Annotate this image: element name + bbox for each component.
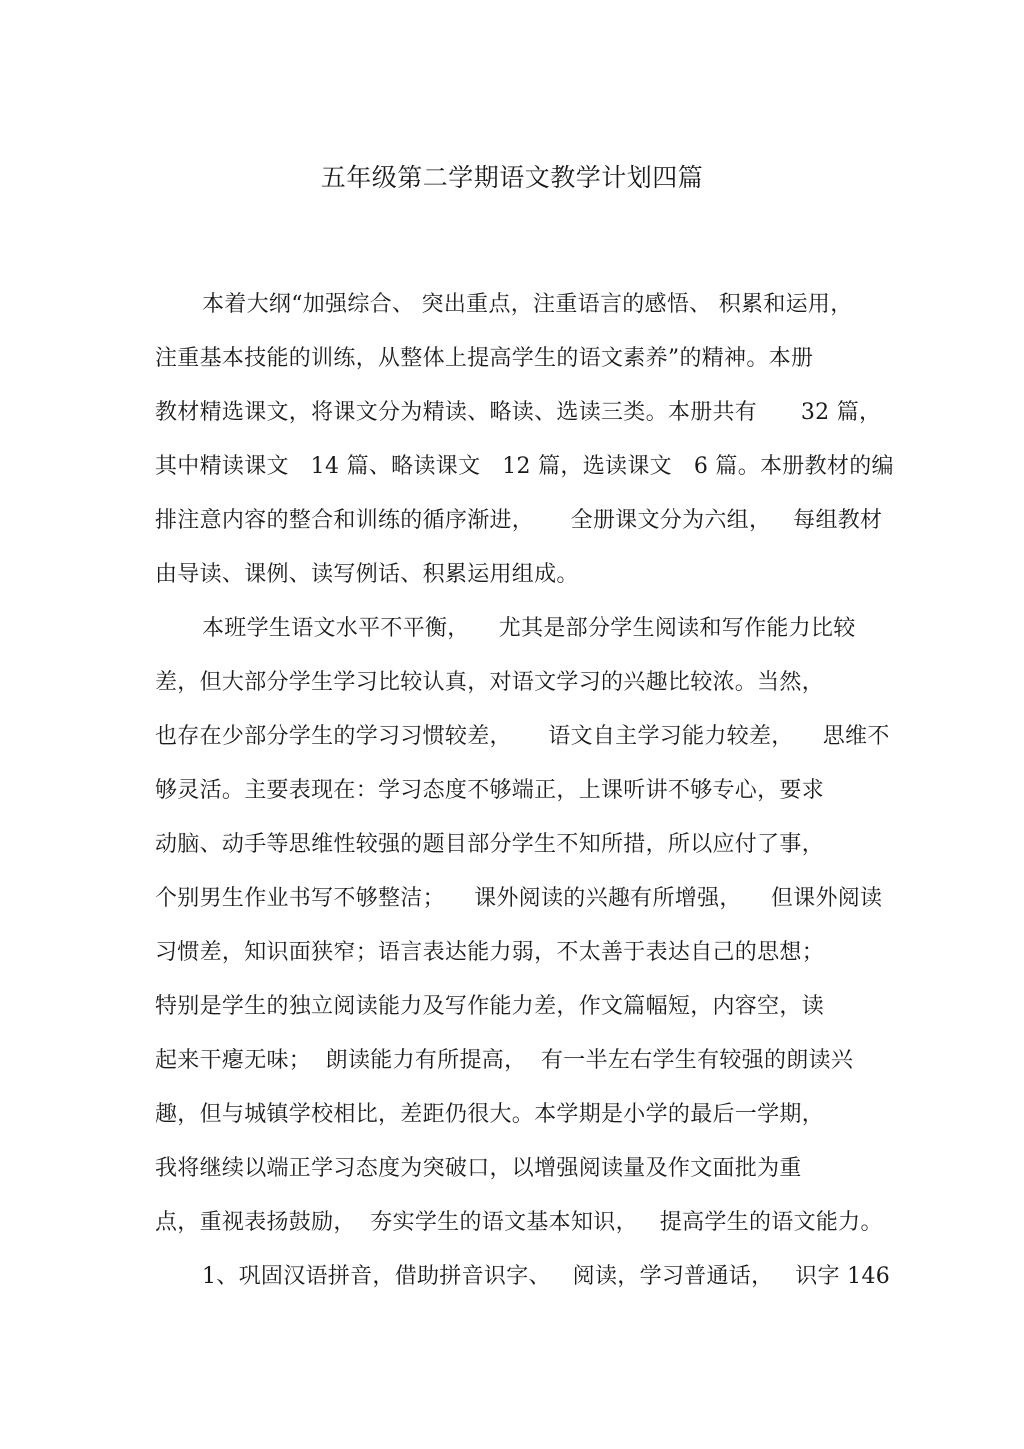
paragraph-1-line-2: 注重基本技能的训练，从整体上提高学生的语文素养”的精神。本册 [155, 346, 814, 371]
paragraph-2-line-4: 够灵活。主要表现在：学习态度不够端正，上课听讲不够专心，要求 [155, 778, 825, 803]
paragraph-2-line-11: 我将继续以端正学习态度为突破口，以增强阅读量及作文面批为重 [155, 1156, 802, 1181]
paragraph-2-line-1: 本班学生语文水平不平衡， 尤其是部分学生阅读和写作能力比较 [202, 616, 856, 641]
paragraph-2-line-10: 趣，但与城镇学校相比，差距仍很大。本学期是小学的最后一学期， [155, 1102, 825, 1127]
paragraph-2-line-9: 起来干瘪无味； 朗读能力有所提高， 有一半左右学生有较强的朗读兴 [155, 1048, 854, 1073]
document-title: 五年级第二学期语文教学计划四篇 [320, 163, 704, 192]
paragraph-2-line-6: 个别男生作业书写不够整洁； 课外阅读的兴趣有所增强， 但课外阅读 [155, 886, 883, 911]
paragraph-1-line-5: 排注意内容的整合和训练的循序渐进， 全册课文分为六组， 每组教材 [155, 508, 883, 533]
paragraph-2-line-8: 特别是学生的独立阅读能力及写作能力差，作文篇幅短，内容空，读 [155, 994, 825, 1019]
paragraph-2-line-3: 也存在少部分学生的学习习惯较差， 语文自主学习能力较差， 思维不 [155, 724, 890, 749]
paragraph-2-line-5: 动脑、动手等思维性较强的题目部分学生不知所措，所以应付了事， [155, 832, 825, 857]
paragraph-1-line-1: 本着大纲“加强综合、 突出重点，注重语言的感悟、 积累和运用， [202, 292, 853, 317]
paragraph-1-line-4: 其中精读课文 14 篇、略读课文 12 篇，选读课文 6 篇。本册教材的编 [155, 454, 894, 479]
paragraph-2-line-7: 习惯差，知识面狭窄；语言表达能力弱，不太善于表达自己的思想； [155, 940, 825, 965]
paragraph-1-line-6: 由导读、课例、读写例话、积累运用组成。 [155, 562, 579, 587]
paragraph-2-line-12: 点，重视表扬鼓励， 夯实学生的语文基本知识， 提高学生的语文能力。 [155, 1210, 883, 1235]
paragraph-3-line-1: 1、巩固汉语拼音，借助拼音识字、 阅读，学习普通话， 识字 146 [202, 1264, 891, 1289]
paragraph-1-line-3: 教材精选课文，将课文分为精读、略读、选读三类。本册共有 32 篇， [155, 400, 882, 425]
paragraph-2-line-2: 差，但大部分学生学习比较认真，对语文学习的兴趣比较浓。当然， [155, 670, 825, 695]
